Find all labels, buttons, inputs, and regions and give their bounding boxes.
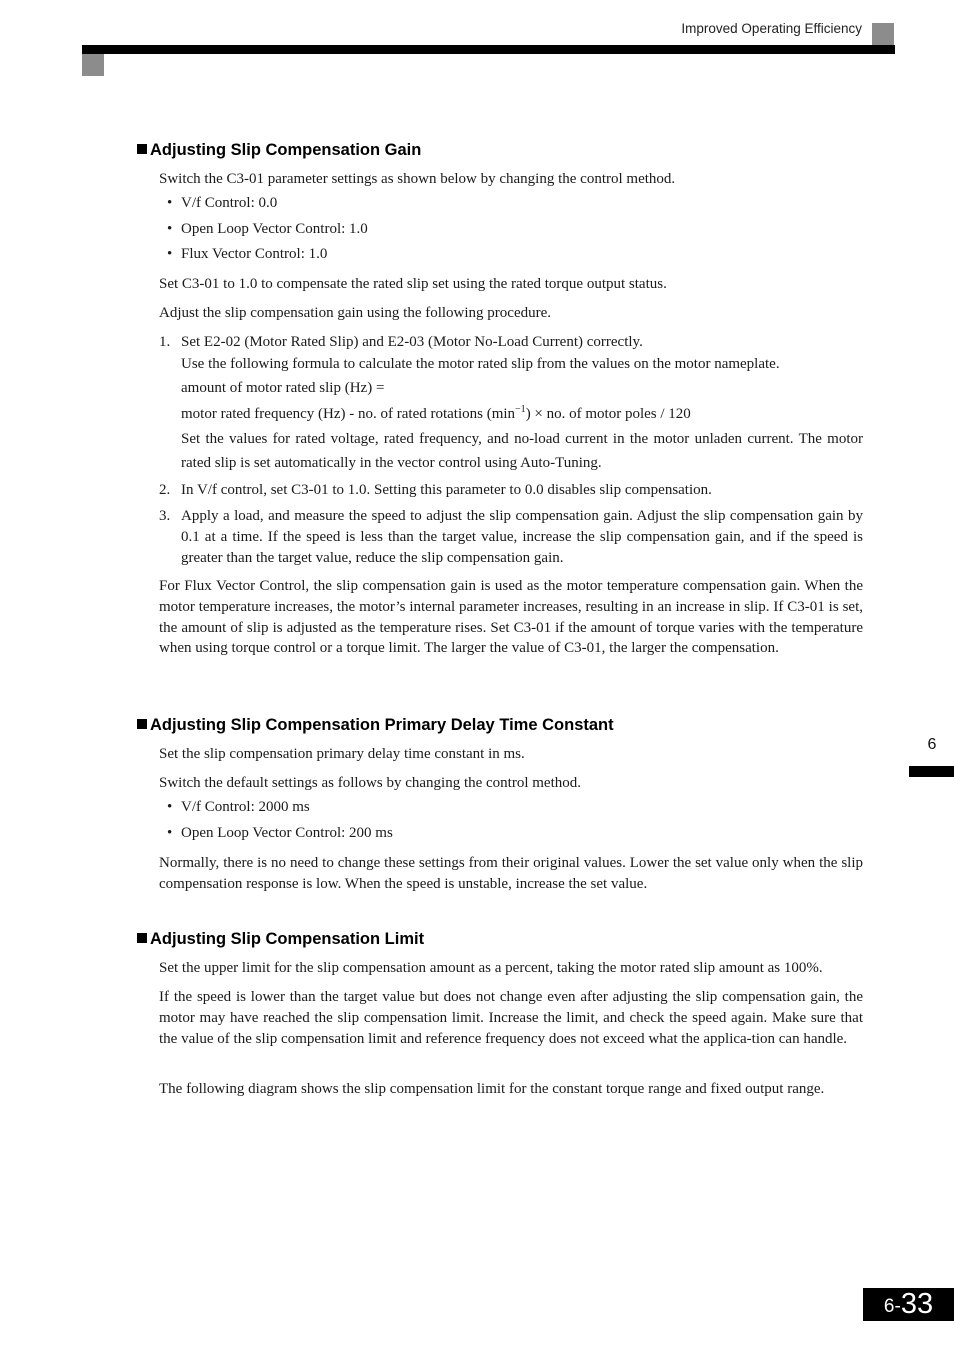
step-text: Apply a load, and measure the speed to adjust the slip compensation gain. Adjust the slip compensation gain by 0.1 at a time. If the speed is less than the target value, increase the slip compensation gain, and if the speed is greater than the target value, reduce the slip compensation gain. xyxy=(181,508,863,566)
step-formula: motor rated frequency (Hz) - no. of rated rotations $(\min^{-1})$ × no. of motor poles / 120 xyxy=(181,404,691,422)
bullet-dot-icon: • xyxy=(167,221,173,237)
bullet-dot-icon: • xyxy=(167,246,173,262)
list-item: • V/f Control: 2000 ms xyxy=(167,799,310,815)
bullet-dot-icon: • xyxy=(167,825,173,841)
step-number: 3. xyxy=(159,508,171,524)
step-text: In V/f control, set C3-01 to 1.0. Setting this parameter to 0.0 disables slip compensation. xyxy=(181,482,712,498)
gain-paragraph: Adjust the slip compensation gain using the following procedure. xyxy=(159,305,552,321)
delay-paragraph: Normally, there is no need to change these settings from their original values. Lower the set value only when the slip compensation response is low. When the speed is unstable, increase the set value. xyxy=(159,855,863,892)
step-formula-label: amount of motor rated slip (Hz) = xyxy=(181,380,385,396)
chapter-tab-number: 6 xyxy=(927,736,937,753)
list-item: • Open Loop Vector Control: 1.0 xyxy=(167,221,368,237)
header-rule xyxy=(82,45,895,54)
gain-flux-paragraph: For Flux Vector Control, the slip compensation gain is used as the motor temperature compensation gain. When the motor temperature increases, the motor’s internal parameter increases, resulting in an increase in slip. If C3-01 is set, the amount of slip is adjusted as the temperature rises. Set C3-01 if the amount of torque varies with the temperature when using torque control or a torque limit. The larger the value of C3-01, the larger the compensation. xyxy=(159,578,863,657)
limit-paragraph: The following diagram shows the slip compensation limit for the constant torque range and fixed output range. xyxy=(159,1081,825,1097)
heading-square-bullet-icon xyxy=(137,719,147,729)
step-number: 2. xyxy=(159,482,171,498)
step-text: Set E2-02 (Motor Rated Slip) and E2-03 (Motor No-Load Current) correctly. xyxy=(181,334,643,350)
step-text: Use the following formula to calculate the motor rated slip from the values on the motor nameplate. xyxy=(181,356,780,372)
delay-paragraph: Switch the default settings as follows by changing the control method. xyxy=(159,775,582,791)
heading-square-bullet-icon xyxy=(137,144,147,154)
list-item: • V/f Control: 0.0 xyxy=(167,195,278,211)
header-marker-square xyxy=(872,23,894,45)
chapter-tab-bar xyxy=(909,766,954,777)
step-text: Set the values for rated voltage, rated frequency, and no-load current in the motor unladen current. The motor rated slip is set automatically in the vector control using Auto-Tuning. xyxy=(181,431,863,471)
step-number: 1. xyxy=(159,334,171,350)
bullet-dot-icon: • xyxy=(167,195,173,211)
limit-paragraph: If the speed is lower than the target value but does not change even after adjusting the slip compensation gain, the motor may have reached the slip compensation limit. Increase the limit, and check the speed again. Make sure that the value of the slip compensation limit and reference frequency does not exceed what the applica-tion can handle. xyxy=(159,989,863,1047)
running-header-title: Improved Operating Efficiency xyxy=(681,21,862,36)
page-number: 6- 33 xyxy=(863,1288,954,1321)
delay-paragraph: Set the slip compensation primary delay time constant in ms. xyxy=(159,746,525,762)
section-heading-gain: Adjusting Slip Compensation Gain xyxy=(137,141,421,160)
gain-intro: Switch the C3-01 parameter settings as shown below by changing the control method. xyxy=(159,171,676,187)
heading-square-bullet-icon xyxy=(137,933,147,943)
gain-paragraph: Set C3-01 to 1.0 to compensate the rated slip set using the rated torque output status. xyxy=(159,276,667,292)
section-heading-delay: Adjusting Slip Compensation Primary Delay Time Constant xyxy=(137,716,614,735)
list-item: • Open Loop Vector Control: 200 ms xyxy=(167,825,393,841)
bullet-dot-icon: • xyxy=(167,799,173,815)
list-item: • Flux Vector Control: 1.0 xyxy=(167,246,328,262)
limit-paragraph: Set the upper limit for the slip compensation amount as a percent, taking the motor rated slip amount as 100%. xyxy=(159,960,823,976)
header-marker-square-lower xyxy=(82,54,104,76)
section-heading-limit: Adjusting Slip Compensation Limit xyxy=(137,930,424,949)
